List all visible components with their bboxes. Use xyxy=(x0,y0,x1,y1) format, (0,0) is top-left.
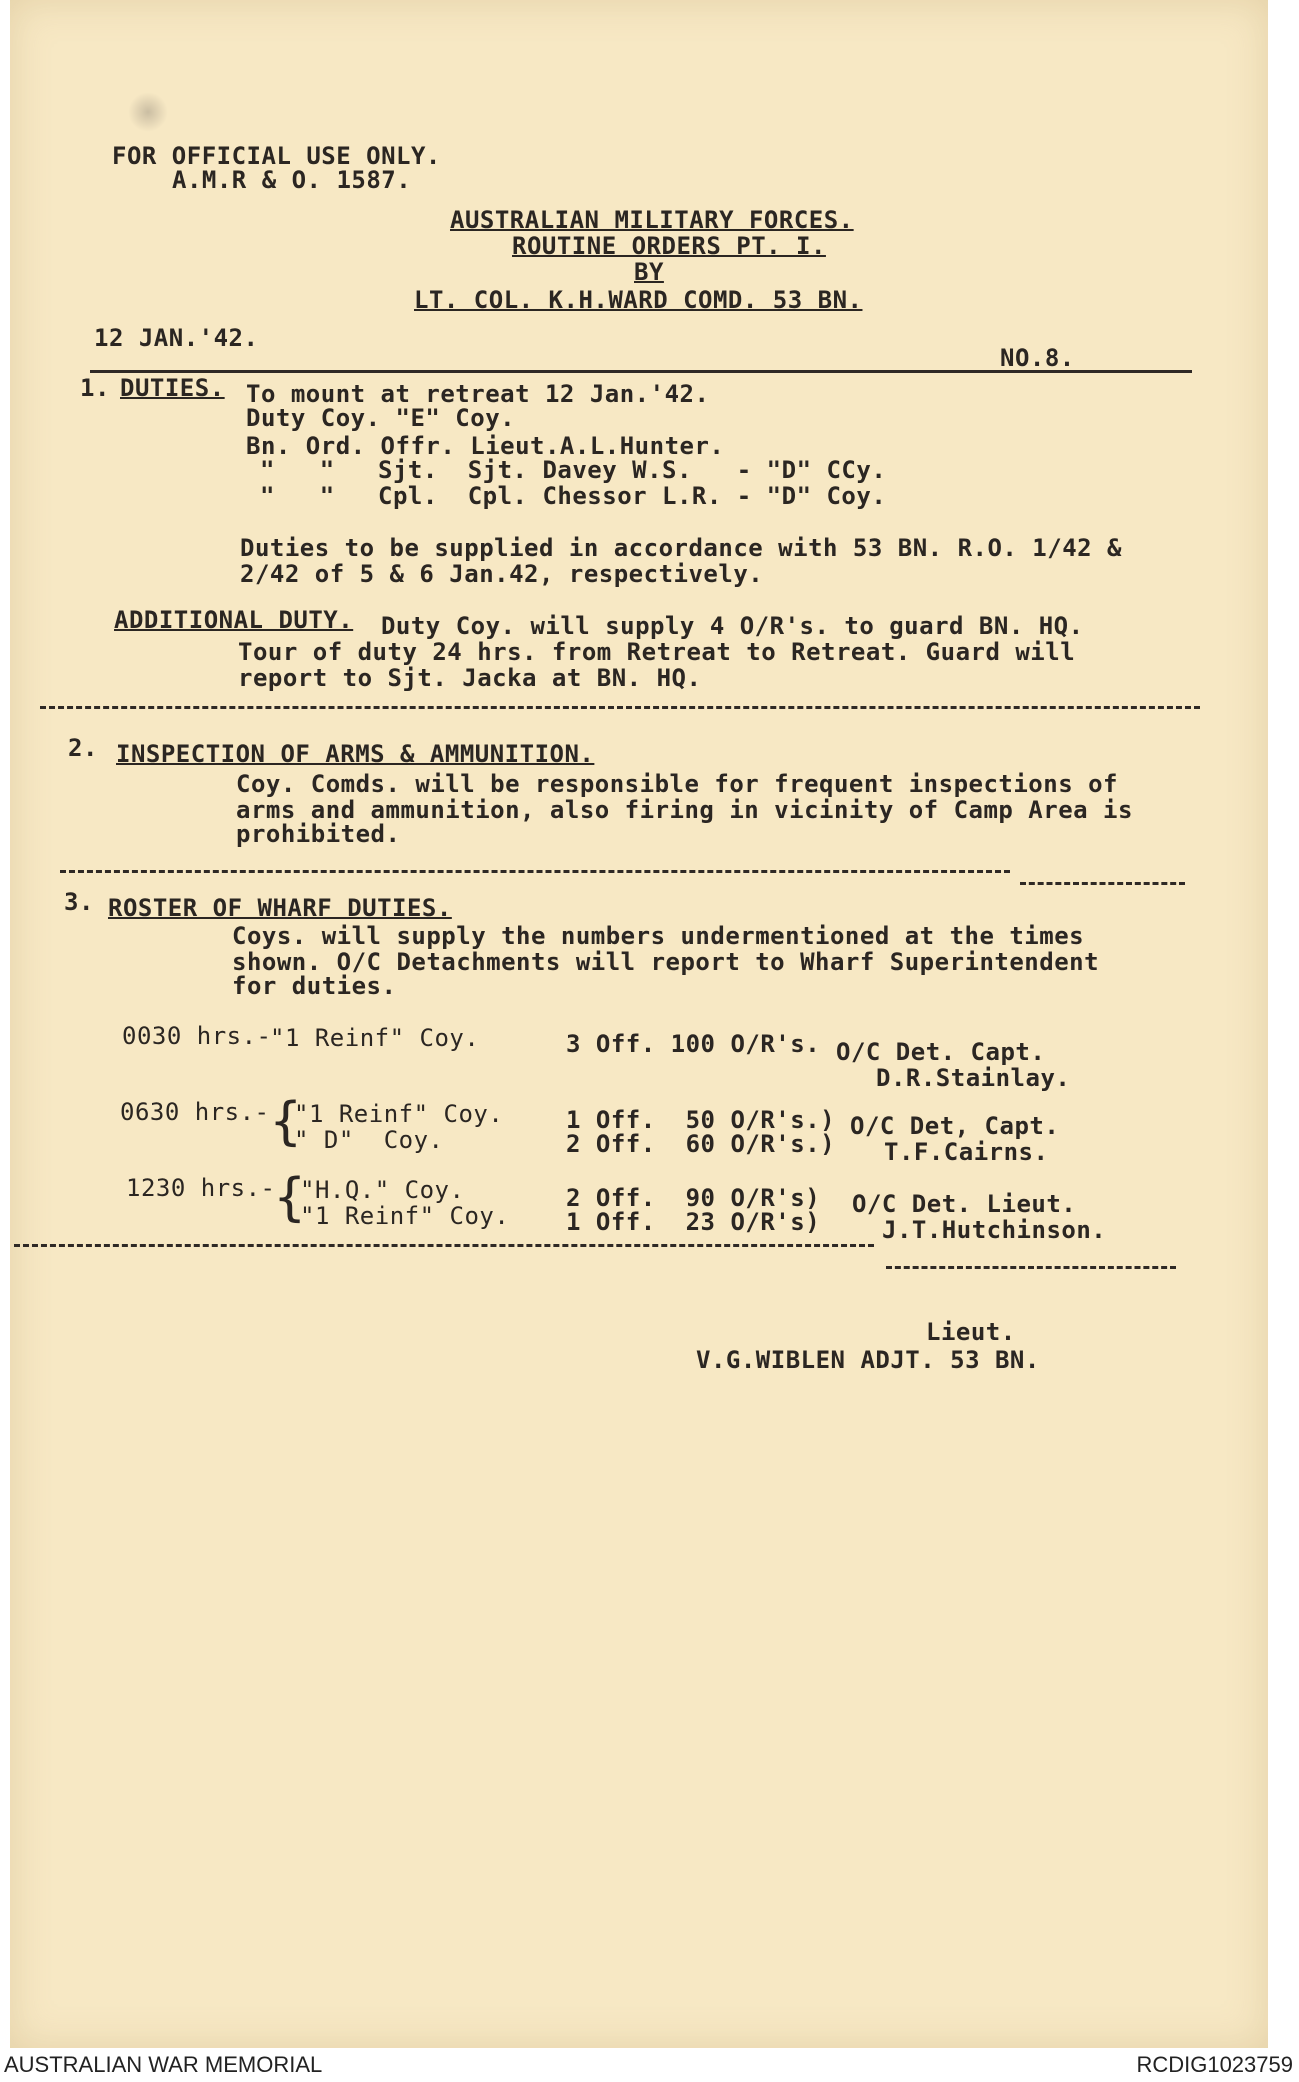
duties-line-3: Bn. Ord. Offr. Lieut.A.L.Hunter. xyxy=(246,432,725,460)
roster-unit: "1 Reinf" Coy. xyxy=(300,1202,510,1230)
additional-duty-line-2: Tour of duty 24 hrs. from Retreat to Retreat. Guard will xyxy=(238,638,1076,666)
inspection-line-2: arms and ammunition, also firing in vicinity of Camp Area is xyxy=(236,796,1133,824)
duties-line-4: Sjt. Sjt. Davey W.S. - "D" CCy. xyxy=(378,456,887,484)
wharf-line-2: shown. O/C Detachments will report to Wharf Superintendent xyxy=(232,948,1100,976)
title-by: BY xyxy=(634,258,664,286)
roster-oc: O/C Det. Capt. xyxy=(836,1038,1046,1066)
duties-para-2: 2/42 of 5 & 6 Jan.42, respectively. xyxy=(240,560,764,588)
roster-oc: O/C Det. Lieut. xyxy=(852,1190,1077,1218)
roster-numbers: 1 Off. 50 O/R's.) xyxy=(566,1106,836,1134)
section-1-number: 1. xyxy=(80,374,110,402)
section-2-heading: INSPECTION OF ARMS & AMMUNITION. xyxy=(116,740,595,768)
roster-oc: O/C Det, Capt. xyxy=(850,1112,1060,1140)
roster-time: 0630 hrs.- xyxy=(120,1098,270,1126)
section-3-rule-a xyxy=(14,1244,874,1247)
roster-unit: "H.Q." Coy. xyxy=(300,1176,465,1204)
section-3-number: 3. xyxy=(64,888,94,916)
duties-line-1: To mount at retreat 12 Jan.'42. xyxy=(246,380,710,408)
title-forces: AUSTRALIAN MILITARY FORCES. xyxy=(450,206,854,234)
official-use-line: FOR OFFICIAL USE ONLY. xyxy=(112,142,441,170)
wharf-line-3: for duties. xyxy=(232,972,397,1000)
inspection-line-3: prohibited. xyxy=(236,820,401,848)
additional-duty-line-1: Duty Coy. will supply 4 O/R's. to guard BN. HQ. xyxy=(366,612,1084,640)
order-date: 12 JAN.'42. xyxy=(94,324,259,352)
ink-smudge xyxy=(128,92,168,132)
roster-time: 0030 hrs.- xyxy=(122,1022,272,1050)
title-routine-orders: ROUTINE ORDERS PT. I. xyxy=(512,232,826,260)
inspection-line-1: Coy. Comds. will be responsible for frequent inspections of xyxy=(236,770,1119,798)
roster-numbers: 2 Off. 60 O/R's.) xyxy=(566,1130,836,1158)
ditto-marks-1: " " xyxy=(260,456,335,484)
section-3-rule-b xyxy=(886,1266,1176,1269)
brace-icon: { xyxy=(270,1092,302,1152)
section-2-number: 2. xyxy=(68,734,98,762)
section-2-rule-a xyxy=(60,870,1010,873)
signatory-name: V.G.WIBLEN ADJT. 53 BN. xyxy=(696,1346,1040,1374)
section-2-rule-b xyxy=(1020,882,1185,885)
roster-officer-name: D.R.Stainlay. xyxy=(876,1064,1071,1092)
duties-line-2: Duty Coy. "E" Coy. xyxy=(246,404,516,432)
archive-id: RCDIG1023759 xyxy=(1136,2052,1293,2077)
order-number: NO.8. xyxy=(1000,344,1075,372)
roster-unit: "1 Reinf" Coy. xyxy=(270,1024,480,1052)
roster-officer-name: T.F.Cairns. xyxy=(884,1138,1049,1166)
additional-duty-heading: ADDITIONAL DUTY. xyxy=(114,606,354,634)
document-page xyxy=(10,0,1268,2048)
roster-time: 1230 hrs.- xyxy=(126,1174,276,1202)
archive-credit: AUSTRALIAN WAR MEMORIAL xyxy=(4,2052,323,2077)
additional-duty-line-3: report to Sjt. Jacka at BN. HQ. xyxy=(238,664,702,692)
roster-numbers: 1 Off. 23 O/R's) xyxy=(566,1208,821,1236)
roster-unit: "1 Reinf" Coy. xyxy=(294,1100,504,1128)
header-rule xyxy=(90,370,1192,373)
reference-line: A.M.R & O. 1587. xyxy=(172,166,412,194)
duties-para-1: Duties to be supplied in accordance with 53 BN. R.O. 1/42 & xyxy=(240,534,1123,562)
ditto-marks-2: " " xyxy=(260,482,335,510)
duties-line-5: Cpl. Cpl. Chessor L.R. - "D" Coy. xyxy=(378,482,887,510)
section-1-rule xyxy=(40,706,1200,709)
section-3-heading: ROSTER OF WHARF DUTIES. xyxy=(108,894,452,922)
title-commander: LT. COL. K.H.WARD COMD. 53 BN. xyxy=(414,286,863,314)
roster-numbers: 3 Off. 100 O/R's. xyxy=(566,1030,821,1058)
wharf-line-1: Coys. will supply the numbers undermentioned at the times xyxy=(232,922,1085,950)
section-1-heading: DUTIES. xyxy=(120,374,225,402)
roster-unit: " D" Coy. xyxy=(294,1126,444,1154)
signatory-rank: Lieut. xyxy=(926,1318,1016,1346)
brace-icon: { xyxy=(274,1168,306,1228)
roster-officer-name: J.T.Hutchinson. xyxy=(882,1216,1107,1244)
roster-numbers: 2 Off. 90 O/R's) xyxy=(566,1184,821,1212)
